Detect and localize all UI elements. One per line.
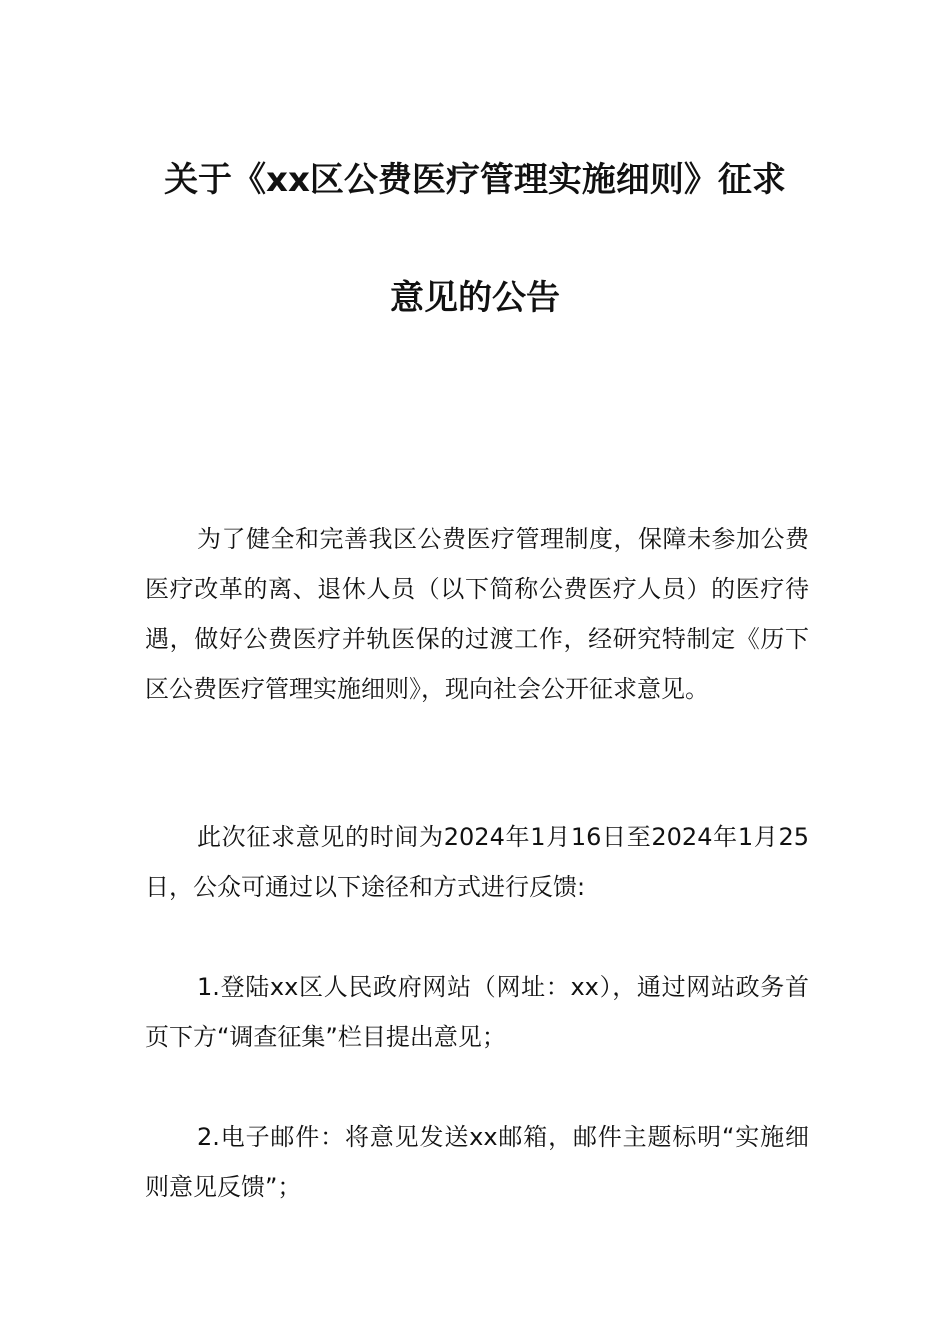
- paragraph-text: 1.登陆xx区人民政府网站（网址：xx），通过网站政务首页下方“调查征集”栏目提出意见；: [145, 973, 809, 1051]
- document-title-line-1: 关于《xx区公费医疗管理实施细则》征求: [164, 160, 786, 200]
- paragraph-time: [145, 812, 809, 912]
- paragraph-intro: [145, 514, 809, 714]
- paragraph-website-feedback: [145, 962, 809, 1062]
- paragraph-text: 2.电子邮件：将意见发送xx邮箱，邮件主题标明“实施细则意见反馈”；: [145, 1123, 809, 1201]
- paragraph-email-feedback: [145, 1112, 809, 1212]
- paragraph-text: 为了健全和完善我区公费医疗管理制度，保障未参加公费医疗改革的离、退休人员（以下简称公费医疗人员）的医疗待遇，做好公费医疗并轨医保的过渡工作，经研究特制定《历下区公费医疗管理实施细则》，现向社会公开征求意见。: [145, 525, 809, 703]
- paragraph-text: 此次征求意见的时间为2024年1月16日至2024年1月25日，公众可通过以下途径和方式进行反馈:: [145, 823, 809, 901]
- document-title-line-2: 意见的公告: [390, 278, 560, 318]
